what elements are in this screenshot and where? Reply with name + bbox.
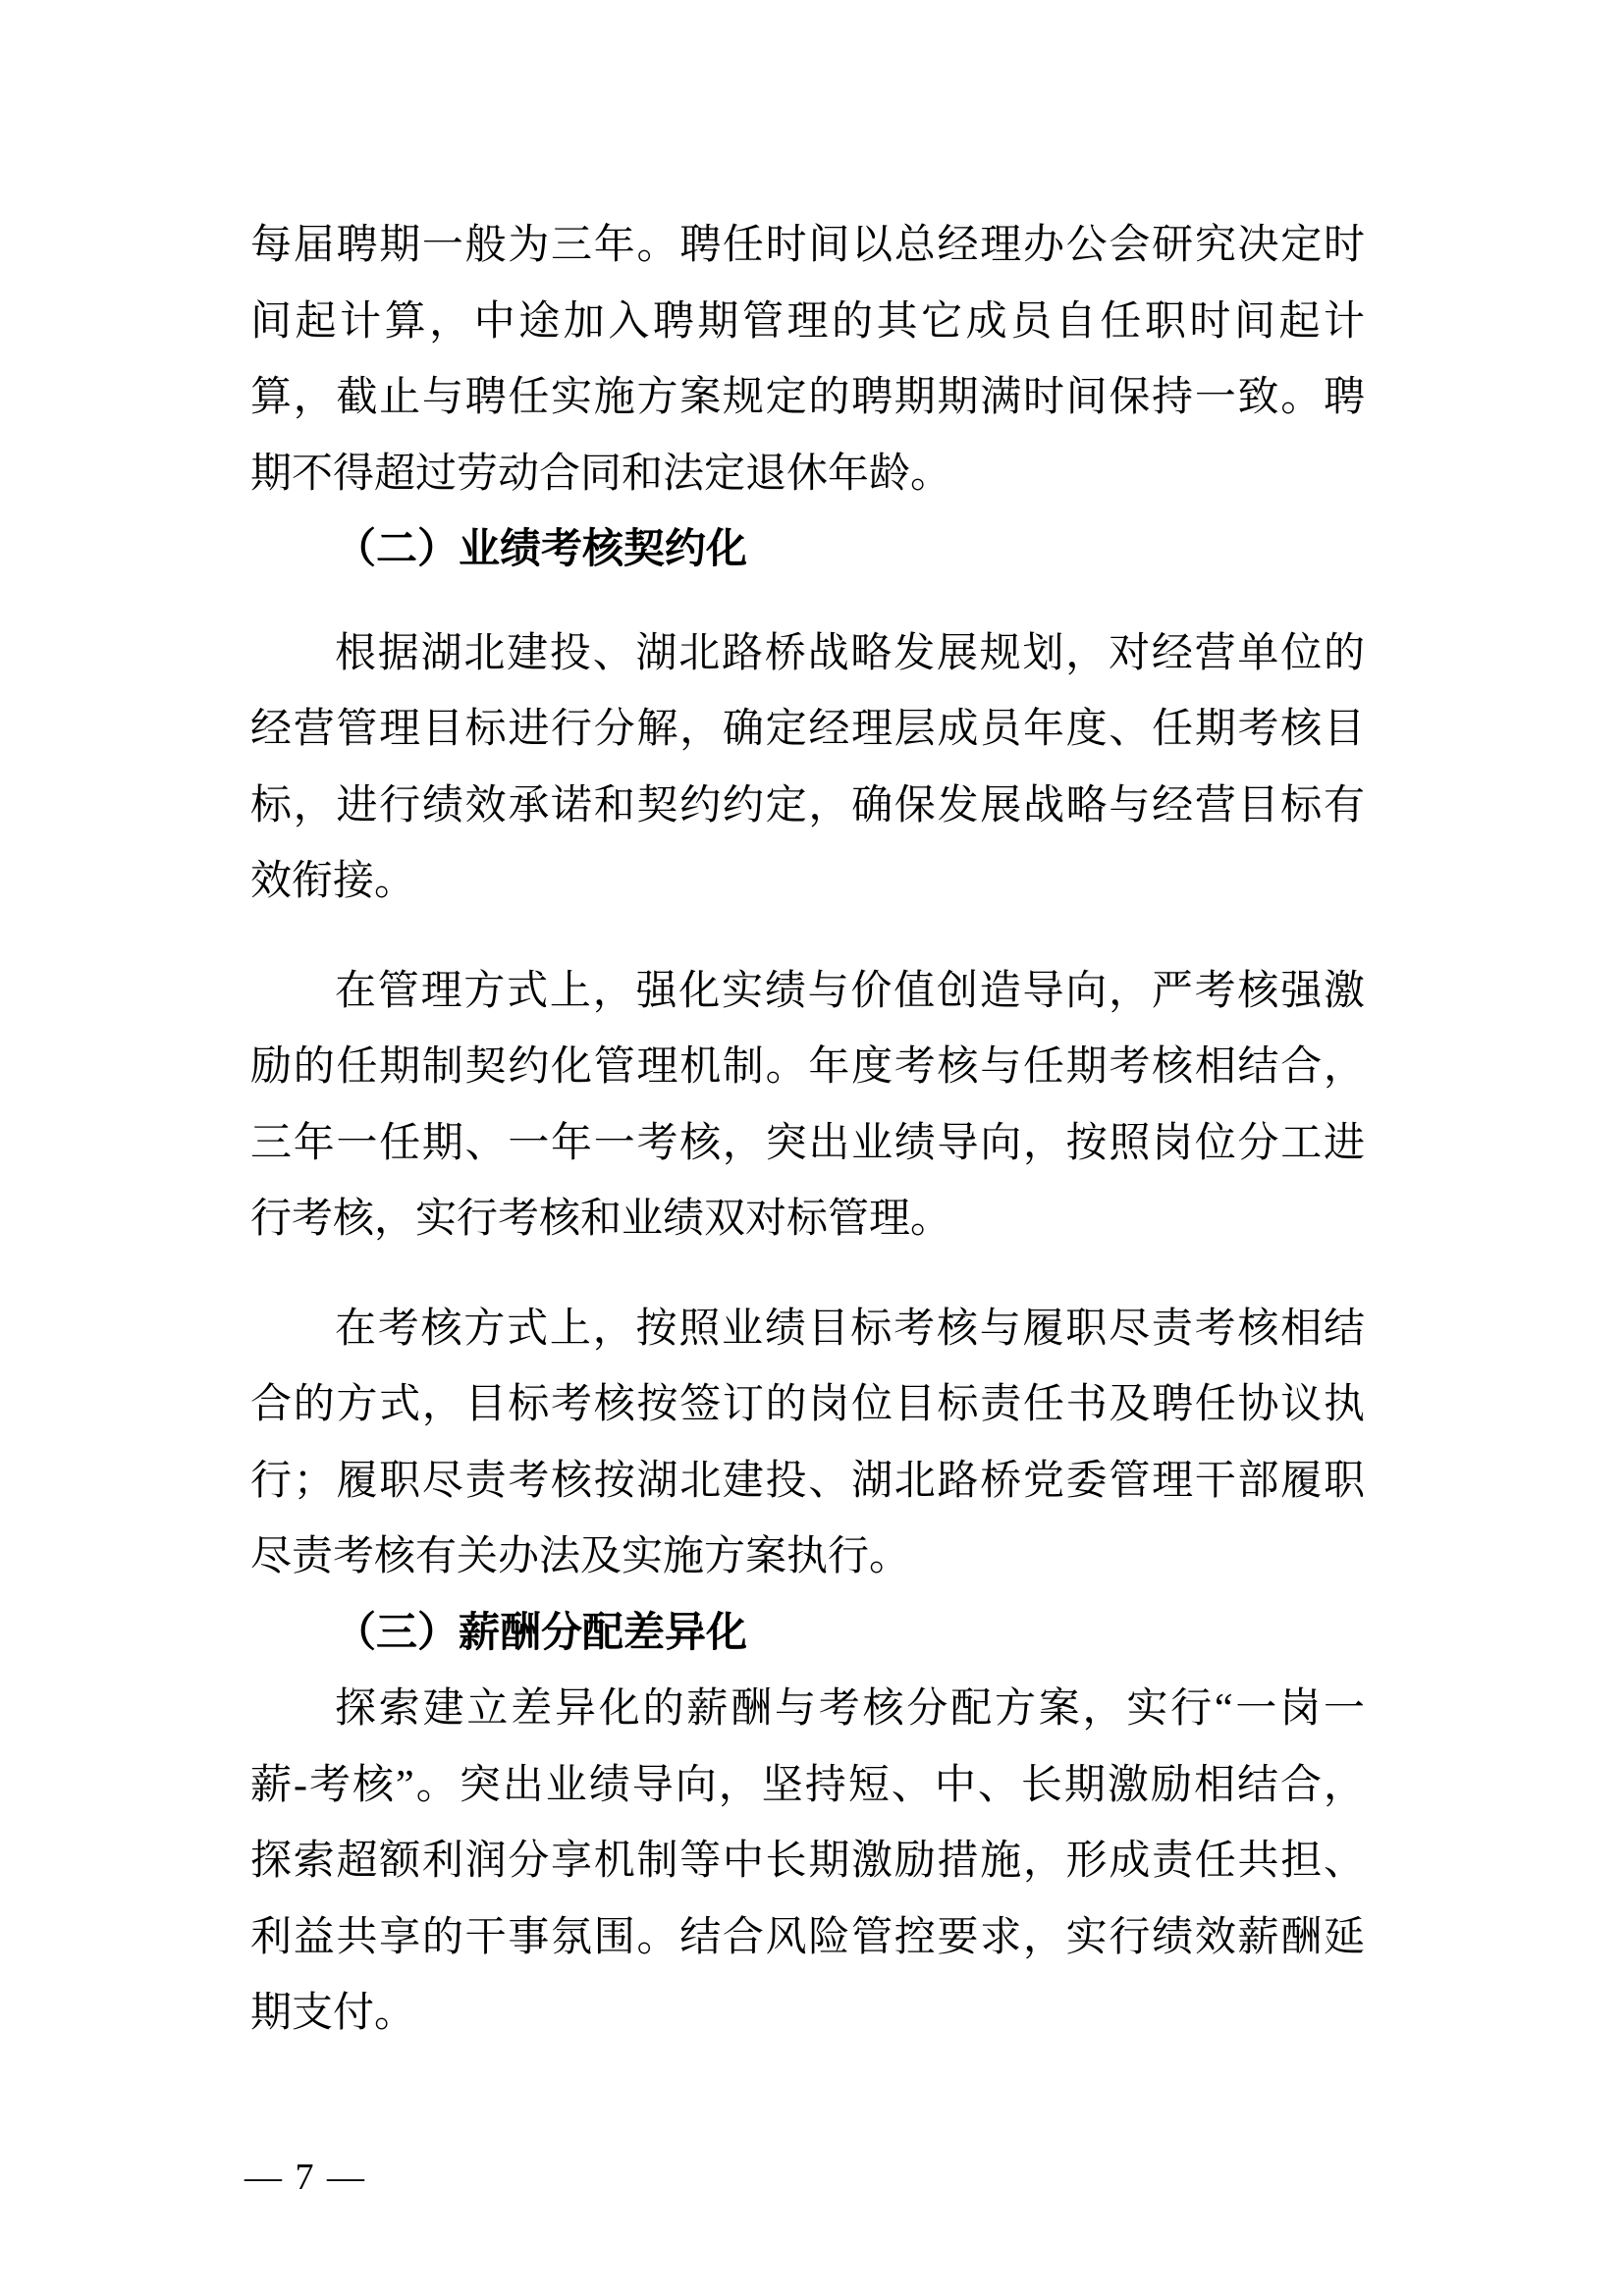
paragraph-continued-from-previous-page <box>250 208 1365 512</box>
text-line: 行考核，实行考核和业绩双对标管理。 <box>250 1197 952 1242</box>
text-line: 尽责考核有关办法及实施方案执行。 <box>250 1534 911 1579</box>
text-line: 效衔接。 <box>250 859 416 904</box>
text-line: 算，截止与聘任实施方案规定的聘期期满时间保持一致。聘 <box>250 375 1365 420</box>
document-content <box>250 208 1365 2053</box>
text-line: 每届聘期一般为三年。聘任时间以总经理办公会研究决定时 <box>250 223 1365 268</box>
text-line: 探索超额利润分享机制等中长期激励措施，形成责任共担、 <box>250 1839 1365 1884</box>
text-line: 合的方式，目标考核按签订的岗位目标责任书及聘任协议执 <box>250 1382 1365 1427</box>
paragraph <box>250 1292 1365 1596</box>
paragraph <box>250 954 1365 1258</box>
text-line: 薪-考核”。突出业绩导向，坚持短、中、长期激励相结合， <box>250 1762 1365 1808</box>
section-heading-3: （三）薪酬分配差异化 <box>335 1610 748 1656</box>
text-line: 励的任期制契约化管理机制。年度考核与任期考核相结合， <box>250 1044 1365 1090</box>
text-line: 标，进行绩效承诺和契约约定，确保发展战略与经营目标有 <box>250 782 1365 828</box>
text-line: 利益共享的干事氛围。结合风险管控要求，实行绩效薪酬延 <box>250 1914 1365 1960</box>
text-line: 在考核方式上，按照业绩目标考核与履职尽责考核相结 <box>335 1306 1365 1352</box>
text-line: 探索建立差异化的薪酬与考核分配方案，实行“一岗一 <box>335 1686 1365 1732</box>
text-line: 间起计算，中途加入聘期管理的其它成员自任职时间起计 <box>250 298 1365 345</box>
text-line: 行；履职尽责考核按湖北建投、湖北路桥党委管理干部履职 <box>250 1458 1365 1504</box>
section-heading-2: （二）业绩考核契约化 <box>335 527 748 572</box>
paragraph <box>250 616 1365 921</box>
text-line: 在管理方式上，强化实绩与价值创造导向，严考核强激 <box>335 968 1365 1014</box>
text-line: 三年一任期、一年一考核，突出业绩导向，按照岗位分工进 <box>250 1120 1365 1166</box>
text-line: 根据湖北建投、湖北路桥战略发展规划，对经营单位的 <box>335 630 1365 676</box>
paragraph <box>250 1672 1365 2053</box>
page-number: — 7 — <box>244 2157 366 2198</box>
text-line: 经营管理目标进行分解，确定经理层成员年度、任期考核目 <box>250 707 1365 752</box>
text-line: 期不得超过劳动合同和法定退休年龄。 <box>250 451 952 497</box>
text-line: 期支付。 <box>250 1991 416 2036</box>
